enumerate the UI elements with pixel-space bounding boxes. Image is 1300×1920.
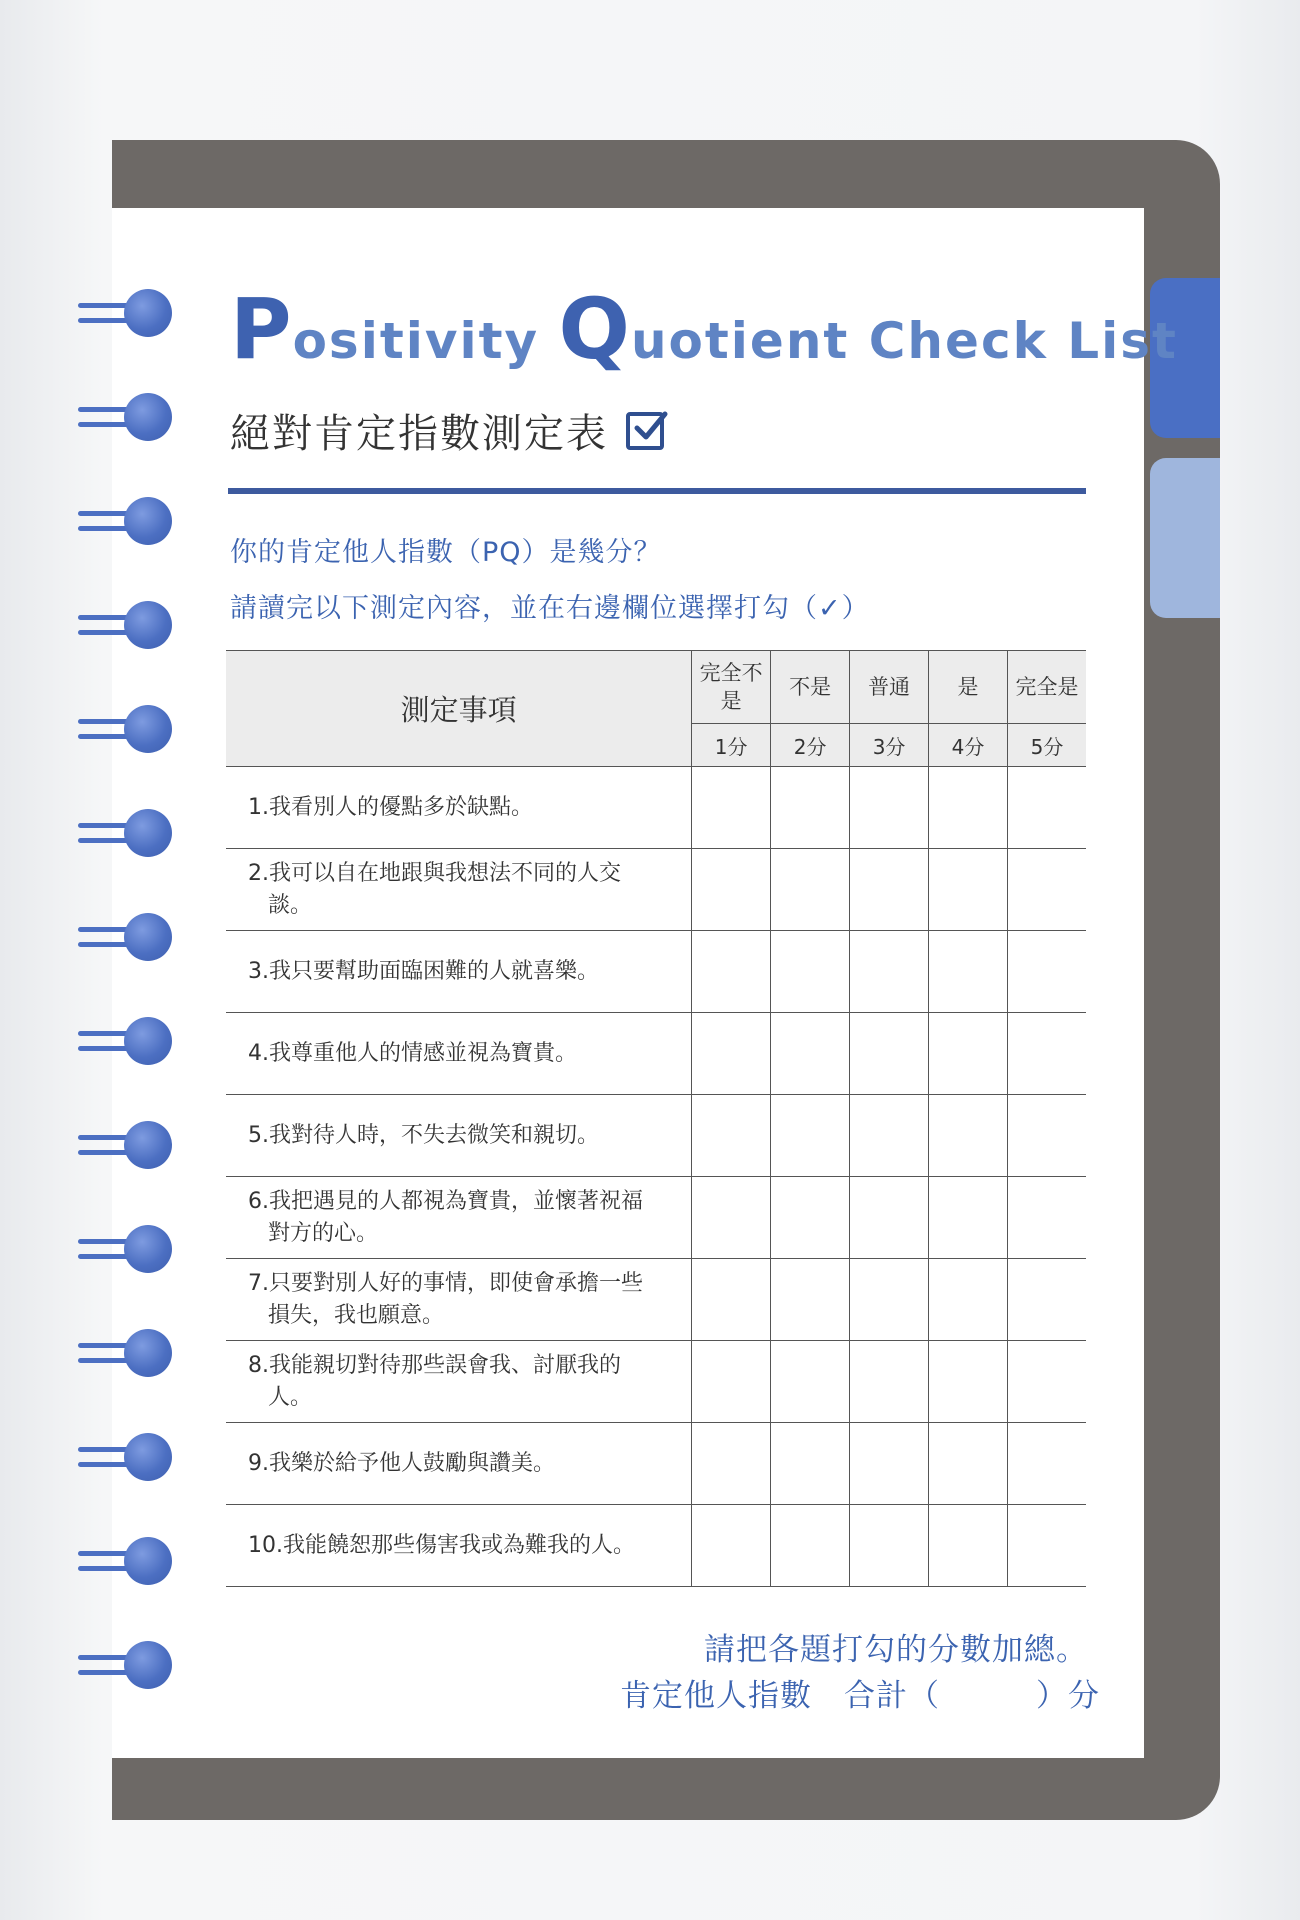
summary-instruction: 請把各題打勾的分數加總。 bbox=[704, 1632, 1088, 1668]
option-header: 完全是 bbox=[1008, 651, 1087, 724]
answer-cell[interactable] bbox=[929, 849, 1008, 931]
binder-ring bbox=[78, 1222, 178, 1276]
score-header: 3分 bbox=[850, 724, 929, 767]
answer-cell[interactable] bbox=[692, 1259, 771, 1341]
intro-question: 你的肯定他人指數（PQ）是幾分？ bbox=[230, 537, 662, 568]
answer-cell[interactable] bbox=[850, 767, 929, 849]
answer-cell[interactable] bbox=[692, 767, 771, 849]
item-statement bbox=[226, 849, 692, 931]
title-divider bbox=[228, 488, 1086, 494]
item-statement bbox=[226, 767, 692, 849]
answer-cell[interactable] bbox=[929, 1013, 1008, 1095]
binder-ring bbox=[78, 1534, 178, 1588]
item-statement-line: 10.我能饒恕那些傷害我或為難我的人。 bbox=[248, 1532, 635, 1558]
checkbox-icon bbox=[626, 412, 664, 450]
binder-ring bbox=[78, 1118, 178, 1172]
answer-cell[interactable] bbox=[771, 1423, 850, 1505]
section-tab-2[interactable] bbox=[1150, 458, 1220, 618]
table-row bbox=[226, 931, 1086, 1013]
answer-cell[interactable] bbox=[1008, 1013, 1087, 1095]
title-initial-q: Q bbox=[558, 280, 631, 378]
answer-cell[interactable] bbox=[771, 849, 850, 931]
answer-cell[interactable] bbox=[929, 1341, 1008, 1423]
item-statement-line: 7.只要對別人好的事情，即使會承擔一些 bbox=[248, 1270, 643, 1296]
answer-cell[interactable] bbox=[1008, 1505, 1087, 1587]
binder-ring bbox=[78, 390, 178, 444]
answer-cell[interactable] bbox=[850, 849, 929, 931]
answer-cell[interactable] bbox=[692, 1177, 771, 1259]
binder-ring bbox=[78, 598, 178, 652]
item-statement bbox=[226, 1259, 692, 1341]
item-statement bbox=[226, 931, 692, 1013]
check-list-table bbox=[226, 650, 1086, 1587]
answer-cell[interactable] bbox=[1008, 1095, 1087, 1177]
table-row bbox=[226, 1505, 1086, 1587]
table-row bbox=[226, 849, 1086, 931]
table-row bbox=[226, 1423, 1086, 1505]
binder-ring bbox=[78, 1430, 178, 1484]
option-header: 完全不是 bbox=[692, 651, 771, 724]
answer-cell[interactable] bbox=[692, 1095, 771, 1177]
item-statement bbox=[226, 1423, 692, 1505]
item-statement-line: 2.我可以自在地跟與我想法不同的人交 bbox=[248, 860, 621, 886]
answer-cell[interactable] bbox=[929, 1259, 1008, 1341]
answer-cell[interactable] bbox=[692, 931, 771, 1013]
page-title bbox=[230, 280, 1178, 378]
table-row bbox=[226, 1095, 1086, 1177]
total-score-line: 肯定他人指數 合計（ ）分 bbox=[620, 1678, 1100, 1714]
option-header: 是 bbox=[929, 651, 1008, 724]
answer-cell[interactable] bbox=[929, 1423, 1008, 1505]
answer-cell[interactable] bbox=[1008, 849, 1087, 931]
answer-cell[interactable] bbox=[1008, 1423, 1087, 1505]
answer-cell[interactable] bbox=[771, 931, 850, 1013]
item-statement bbox=[226, 1505, 692, 1587]
answer-cell[interactable] bbox=[1008, 931, 1087, 1013]
answer-cell[interactable] bbox=[850, 1259, 929, 1341]
item-statement bbox=[226, 1341, 692, 1423]
binder-ring bbox=[78, 1326, 178, 1380]
answer-cell[interactable] bbox=[771, 1177, 850, 1259]
answer-cell[interactable] bbox=[771, 1505, 850, 1587]
item-statement-line: 6.我把遇見的人都視為寶貴，並懷著祝福 bbox=[248, 1188, 643, 1214]
answer-cell[interactable] bbox=[1008, 1341, 1087, 1423]
page-subtitle bbox=[230, 402, 664, 459]
table-row bbox=[226, 1341, 1086, 1423]
answer-cell[interactable] bbox=[692, 1341, 771, 1423]
title-part-1: ositivity bbox=[292, 312, 559, 370]
answer-cell[interactable] bbox=[692, 1505, 771, 1587]
answer-cell[interactable] bbox=[771, 1013, 850, 1095]
score-header: 4分 bbox=[929, 724, 1008, 767]
item-statement-line: 3.我只要幫助面臨困難的人就喜樂。 bbox=[248, 958, 599, 984]
item-statement bbox=[226, 1095, 692, 1177]
answer-cell[interactable] bbox=[850, 931, 929, 1013]
answer-cell[interactable] bbox=[771, 767, 850, 849]
table-row bbox=[226, 1177, 1086, 1259]
binder-ring bbox=[78, 494, 178, 548]
title-initial-p: P bbox=[230, 280, 293, 378]
answer-cell[interactable] bbox=[929, 1177, 1008, 1259]
answer-cell[interactable] bbox=[850, 1177, 929, 1259]
item-statement-line: 8.我能親切對待那些誤會我、討厭我的 bbox=[248, 1352, 621, 1378]
answer-cell[interactable] bbox=[692, 849, 771, 931]
item-statement-line: 4.我尊重他人的情感並視為寶貴。 bbox=[248, 1040, 577, 1066]
answer-cell[interactable] bbox=[771, 1341, 850, 1423]
answer-cell[interactable] bbox=[692, 1423, 771, 1505]
item-statement-continuation: 對方的心。 bbox=[268, 1220, 379, 1246]
answer-cell[interactable] bbox=[850, 1423, 929, 1505]
item-statement-continuation: 損失，我也願意。 bbox=[268, 1302, 445, 1328]
binder-ring bbox=[78, 806, 178, 860]
subtitle-text: 絕對肯定指數測定表 bbox=[230, 411, 608, 457]
answer-cell[interactable] bbox=[1008, 1177, 1087, 1259]
item-statement-line: 5.我對待人時，不失去微笑和親切。 bbox=[248, 1122, 599, 1148]
answer-cell[interactable] bbox=[1008, 1259, 1087, 1341]
answer-cell[interactable] bbox=[929, 931, 1008, 1013]
answer-cell[interactable] bbox=[850, 1095, 929, 1177]
spiral-binding bbox=[78, 0, 178, 1920]
binder-ring bbox=[78, 910, 178, 964]
score-header: 1分 bbox=[692, 724, 771, 767]
answer-cell[interactable] bbox=[692, 1013, 771, 1095]
binder-ring bbox=[78, 286, 178, 340]
answer-cell[interactable] bbox=[929, 1095, 1008, 1177]
answer-cell[interactable] bbox=[850, 1341, 929, 1423]
item-statement bbox=[226, 1177, 692, 1259]
answer-cell[interactable] bbox=[850, 1013, 929, 1095]
item-statement-line: 9.我樂於給予他人鼓勵與讚美。 bbox=[248, 1450, 555, 1476]
answer-cell[interactable] bbox=[929, 1505, 1008, 1587]
binder-ring bbox=[78, 702, 178, 756]
item-statement-line: 1.我看別人的優點多於缺點。 bbox=[248, 794, 533, 820]
intro-instruction: 請讀完以下測定內容，並在右邊欄位選擇打勾（✓） bbox=[230, 593, 870, 624]
table-row bbox=[226, 767, 1086, 849]
item-statement bbox=[226, 1013, 692, 1095]
binder-ring bbox=[78, 1638, 178, 1692]
answer-cell[interactable] bbox=[771, 1259, 850, 1341]
item-column-header: 測定事項 bbox=[226, 651, 692, 767]
table-row bbox=[226, 1259, 1086, 1341]
option-header: 不是 bbox=[771, 651, 850, 724]
answer-cell[interactable] bbox=[1008, 767, 1087, 849]
option-header: 普通 bbox=[850, 651, 929, 724]
answer-cell[interactable] bbox=[771, 1095, 850, 1177]
score-header: 5分 bbox=[1008, 724, 1087, 767]
score-header: 2分 bbox=[771, 724, 850, 767]
item-statement-continuation: 談。 bbox=[268, 892, 313, 918]
answer-cell[interactable] bbox=[929, 767, 1008, 849]
item-statement-continuation: 人。 bbox=[268, 1384, 313, 1410]
title-part-2: uotient Check List bbox=[630, 312, 1178, 370]
answer-cell[interactable] bbox=[850, 1505, 929, 1587]
binder-ring bbox=[78, 1014, 178, 1068]
table-row bbox=[226, 1013, 1086, 1095]
